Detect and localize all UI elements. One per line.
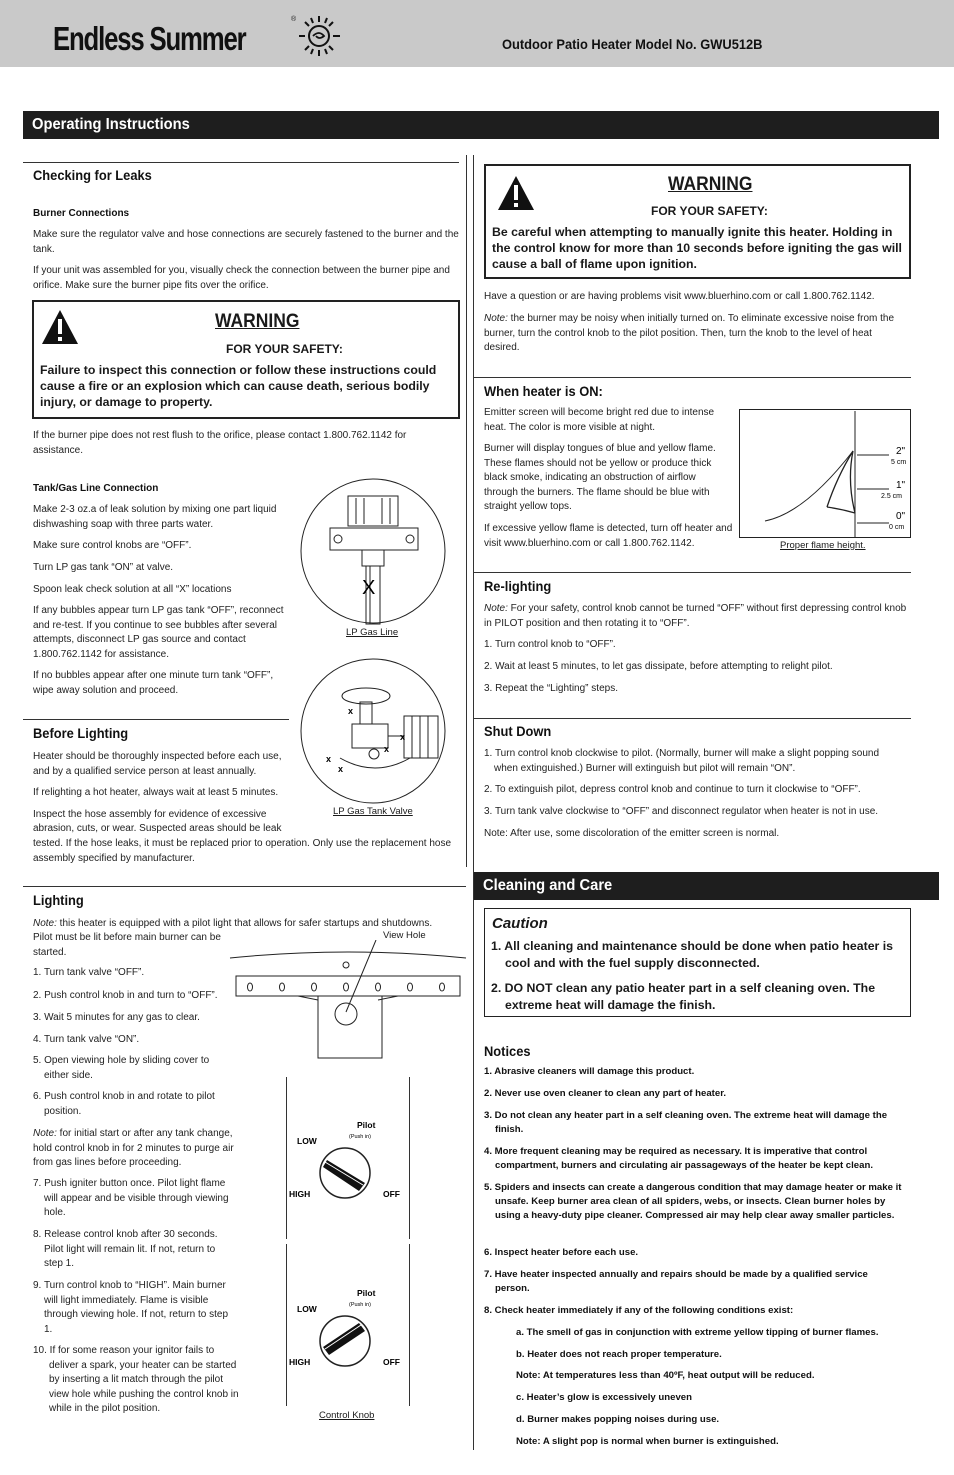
cleaning-title: Cleaning and Care: [483, 877, 613, 894]
rule-lighting: [23, 886, 466, 887]
x-mark-5: x: [338, 764, 344, 774]
cleaning-bar: [474, 872, 939, 900]
lighting-step-1: 1. Turn tank valve “OFF”.: [33, 967, 145, 978]
warning-title: WARNING: [215, 311, 300, 332]
x-mark-3: x: [384, 744, 390, 754]
burner-p2: If your unit was assembled for you, visually check the connection between the burner pipe and orifice. Make sure the burner pipe fits over the orifice.: [33, 265, 450, 291]
tank-p2: Make sure control knobs are “OFF”.: [33, 540, 192, 551]
notice-7: 7. Have heater inspected annually and repairs should be made by a qualified service person.: [484, 1269, 868, 1294]
column-divider-upper: [466, 155, 467, 867]
noisy-note-text: the burner may be noisy when initially turned on. To eliminate excessive noise from the burner, turn the control knob to the pilot position. Then, turn the knob to the level of heat desired.: [484, 313, 895, 353]
warning-box-leak: [32, 300, 460, 419]
relight-note-label: Note:: [484, 603, 508, 614]
flame-mark-1in: 1": [896, 480, 906, 491]
noisy-note: [484, 312, 910, 356]
burner-p1: Make sure the regulator valve and hose connections are securely fastened to the burner and the tank.: [33, 229, 459, 255]
tank-p4: Spoon leak check solution at all “X” locations: [33, 584, 232, 595]
flame-mark-2in: 2": [896, 446, 906, 457]
warning2-title: WARNING: [668, 174, 753, 195]
registered-mark: ®: [291, 16, 297, 23]
notice-8d: d. Burner makes popping noises during use.: [516, 1414, 720, 1425]
relight-note: [484, 602, 908, 631]
knob1-right-rule: [409, 1077, 410, 1239]
x-mark-1: x: [348, 706, 354, 716]
lighting-step-4: 4. Turn tank valve “ON”.: [33, 1034, 140, 1045]
flush-text: If the burner pipe does not rest flush to the orifice, please contact 1.800.762.1142 for assistance.: [33, 430, 407, 456]
lighting-note2: [33, 1127, 238, 1171]
flame-mark-0cm: 0 cm: [889, 524, 905, 531]
relight-heading: Re-lighting: [484, 578, 552, 594]
checking-heading: Checking for Leaks: [33, 167, 152, 183]
caution-item-2: 2. DO NOT clean any patio heater part in a self cleaning oven. The extreme heat will damage the finish.: [491, 981, 876, 1012]
lighting-step-7: 7. Push igniter button once. Pilot light flame will appear and be visible through viewing hole.: [33, 1178, 229, 1218]
relight-step-2: 2. Wait at least 5 minutes, to let gas dissipate, before attempting to relight pilot.: [484, 661, 833, 672]
relight-note-text: For your safety, control knob cannot be turned “OFF” without first depressing control knob in PILOT position and then rotating it to “OFF”.: [484, 603, 907, 629]
shut-step-3: 3. Turn tank valve clockwise to “OFF” and disconnect regulator when heater is not in use.: [484, 806, 879, 817]
notice-8d-note: Note: A slight pop is normal when burner is extinguished.: [516, 1436, 779, 1447]
lighting-heading: Lighting: [33, 892, 84, 908]
notice-8b-note: Note: At temperatures less than 40ºF, heat output will be reduced.: [516, 1370, 815, 1381]
control-knob-label: Control Knob: [319, 1410, 375, 1421]
lighting-step-10: 10. If for some reason your ignitor fails to deliver a spark, your heater can be started by inserting a lit match through the pilot view hole while pushing the control knob in while in the pilot position.: [33, 1345, 239, 1414]
lp-gas-line-diagram: [300, 478, 448, 626]
notice-5: 5. Spiders and insects can create a dangerous condition that may damage heater or make it unsafe. Keep burner area clean of all spiders, webs, or insects. Clean burner holes by using a heavy-duty pipe cleaner. Compressed air may help clear away smaller particles.: [484, 1182, 902, 1221]
x-mark: X: [362, 577, 376, 599]
notice-8c: c. Heater’s glow is excessively uneven: [516, 1392, 692, 1403]
column-divider-right: [473, 155, 474, 1450]
lighting-step-8: 8. Release control knob after 30 seconds. Pilot light will remain lit. If not, return to step 1.: [33, 1229, 218, 1269]
model-title: Outdoor Patio Heater Model No. GWU512B: [502, 36, 763, 52]
before-p1: Heater should be thoroughly inspected before each use, and by a qualified service person at least annually.: [33, 751, 282, 777]
caution-item-1: 1. All cleaning and maintenance should be done when patio heater is cool and with the fuel supply disconnected.: [491, 939, 894, 970]
tank-heading: Tank/Gas Line Connection: [33, 483, 159, 494]
lighting-step-2: 2. Push control knob in and turn to “OFF”.: [33, 990, 218, 1001]
lp-tank-valve-label: LP Gas Tank Valve: [333, 806, 413, 817]
tank-p1: Make 2-3 oz.a of leak solution by mixing one part liquid dishwashing soap with three parts water.: [33, 504, 277, 530]
warning2-body: Be careful when attempting to manually ignite this heater. Holding in the control know for more than 10 seconds before igniting the gas will cause a ball of flame upon ignition.: [492, 225, 902, 271]
on-p3: If excessive yellow flame is detected, turn off heater and visit www.bluerhino.com or call 1.800.762.1142.: [484, 523, 733, 549]
notice-2: 2. Never use oven cleaner to clean any part of heater.: [484, 1088, 727, 1099]
tank-p3: Turn LP gas tank “ON” at valve.: [33, 562, 174, 573]
notice-1: 1. Abrasive cleaners will damage this product.: [484, 1066, 695, 1077]
operating-instructions-title: Operating Instructions: [32, 116, 190, 133]
before-p3b: abrasion, cuts, or wear. Suspected areas should be leak: [33, 823, 282, 834]
knob1-push-label: (Push in): [349, 1134, 372, 1140]
knob2-push-label: (Push in): [349, 1302, 372, 1308]
flame-height-diagram: [739, 409, 911, 539]
lighting-note2-label: Note:: [33, 1128, 57, 1139]
relight-step-3: 3. Repeat the “Lighting” steps.: [484, 683, 618, 694]
rule-before: [23, 719, 289, 720]
tank-p6: If no bubbles appear after one minute turn tank “OFF”, wipe away solution and proceed.: [33, 670, 274, 696]
control-knob-diagram-1: [287, 1115, 409, 1205]
shut-note: Note: After use, some discoloration of the emitter screen is normal.: [484, 828, 780, 839]
before-p3c: tested. If the hose leaks, it must be replaced prior to operation. Only use the replacement hose assembly specified by manufacturer.: [33, 838, 452, 864]
warning-box-ignite: [484, 164, 911, 279]
shut-heading: Shut Down: [484, 723, 552, 739]
warning2-sub: FOR YOUR SAFETY:: [651, 204, 768, 218]
x-mark-4: x: [326, 754, 332, 764]
before-heading: Before Lighting: [33, 725, 129, 741]
lighting-note-label: Note:: [33, 918, 57, 929]
lp-gas-line-label: LP Gas Line: [346, 627, 399, 638]
lighting-step-5: 5. Open viewing hole by sliding cover to either side.: [33, 1055, 210, 1081]
rule-on: [474, 377, 911, 378]
shut-step-2: 2. To extinguish pilot, depress control knob and continue to turn it clockwise to “OFF”.: [484, 784, 861, 795]
lighting-note-b: Pilot must be lit before main burner can be started.: [33, 932, 221, 958]
notice-8a: a. The smell of gas in conjunction with extreme yellow tipping of burner flames.: [516, 1327, 879, 1338]
brand-logo-text: Endless Summer: [53, 20, 246, 57]
warning-triangle-icon-2: [496, 174, 536, 212]
lighting-step-3: 3. Wait 5 minutes for any gas to clear.: [33, 1012, 200, 1023]
on-p2: Burner will display tongues of blue and yellow flame. These flames should not be yellow or produce thick black smoke, indicating an obstruction of airflow through the burners. The flame should be blue with straight yellow tops.: [484, 443, 716, 512]
view-hole-label: View Hole: [383, 930, 426, 941]
knob2-off-label: OFF: [383, 1357, 400, 1367]
lp-tank-valve-diagram: [300, 658, 448, 806]
notice-4: 4. More frequent cleaning may be required as necessary. It is imperative that control compartment, burners and circulating air passageways of the heater be kept clean.: [484, 1146, 874, 1171]
notice-8: 8. Check heater immediately if any of the following conditions exist:: [484, 1305, 794, 1316]
rule-shut: [474, 718, 911, 719]
knob2-low-label: LOW: [297, 1304, 317, 1314]
notices-heading: Notices: [484, 1043, 531, 1059]
knob1-off-label: OFF: [383, 1189, 400, 1199]
knob2-high-label: HIGH: [289, 1357, 311, 1367]
rule-checking: [23, 162, 459, 163]
before-p2: If relighting a hot heater, always wait at least 5 minutes.: [33, 787, 279, 798]
notice-8b: b. Heater does not reach proper temperature.: [516, 1349, 722, 1360]
knob1-high-label: HIGH: [289, 1189, 311, 1199]
sun-icon: [294, 14, 344, 58]
flame-mark-0in: 0": [896, 511, 906, 522]
lighting-note-a: this heater is equipped with a pilot light that allows for safer startups and shutdowns.: [56, 918, 433, 929]
warning-body: Failure to inspect this connection or follow these instructions could cause a fire or an explosion which can cause death, serious bodily injury, or damage to property.: [40, 363, 437, 409]
view-hole-diagram: [228, 940, 468, 1060]
on-p1: Emitter screen will become bright red due to intense heat. The color is more visible at night.: [484, 407, 715, 433]
knob1-low-label: LOW: [297, 1136, 317, 1146]
knob2-right-rule: [409, 1244, 410, 1406]
notice-3: 3. Do not clean any heater part in a self cleaning oven. The extreme heat will damage the finish.: [484, 1110, 888, 1135]
burner-connections-heading: Burner Connections: [33, 208, 130, 219]
question-text: Have a question or are having problems visit www.bluerhino.com or call 1.800.762.1142.: [484, 291, 875, 302]
page-header: [0, 0, 954, 67]
knob1-pilot-label: Pilot: [357, 1120, 376, 1130]
lighting-step-9: 9. Turn control knob to “HIGH”. Main burner will light immediately. Flame is visible through viewing hole. If not, return to step 1.: [33, 1280, 228, 1335]
flame-mark-5cm: 5 cm: [891, 459, 907, 466]
lighting-note2-text: for initial start or after any tank change, hold control knob in for 2 minutes to purge air from gas lines before proceeding.: [33, 1128, 234, 1168]
caution-title: Caution: [492, 915, 548, 932]
flame-label: Proper flame height.: [780, 540, 866, 551]
tank-p5: If any bubbles appear turn LP gas tank “OFF”, reconnect and re-test. If you continue to see bubbles after several attempts, disconnect LP gas source and contact 1.800.762.1142 for assistance.: [33, 605, 284, 660]
notice-6: 6. Inspect heater before each use.: [484, 1247, 639, 1258]
warning-sub: FOR YOUR SAFETY:: [226, 342, 343, 356]
shut-step-1: 1. Turn control knob clockwise to pilot. (Normally, burner will make a slight popping sound when extinguished.) Burner will extinguish but pilot will remain “ON”.: [484, 748, 879, 774]
before-p3a: Inspect the hose assembly for evidence of excessive: [33, 809, 267, 820]
on-heading: When heater is ON:: [484, 383, 603, 399]
x-mark-2: x: [400, 732, 406, 742]
noisy-note-label: Note:: [484, 313, 508, 324]
flame-mark-25cm: 2.5 cm: [881, 493, 903, 500]
warning-triangle-icon: [40, 308, 80, 346]
knob2-pilot-label: Pilot: [357, 1288, 376, 1298]
rule-relight: [474, 572, 911, 573]
control-knob-diagram-2: [287, 1283, 409, 1373]
operating-instructions-bar: [23, 111, 939, 139]
caution-box: [484, 908, 911, 1017]
lighting-step-6: 6. Push control knob in and rotate to pilot position.: [33, 1091, 215, 1117]
relight-step-1: 1. Turn control knob to “OFF”.: [484, 639, 616, 650]
